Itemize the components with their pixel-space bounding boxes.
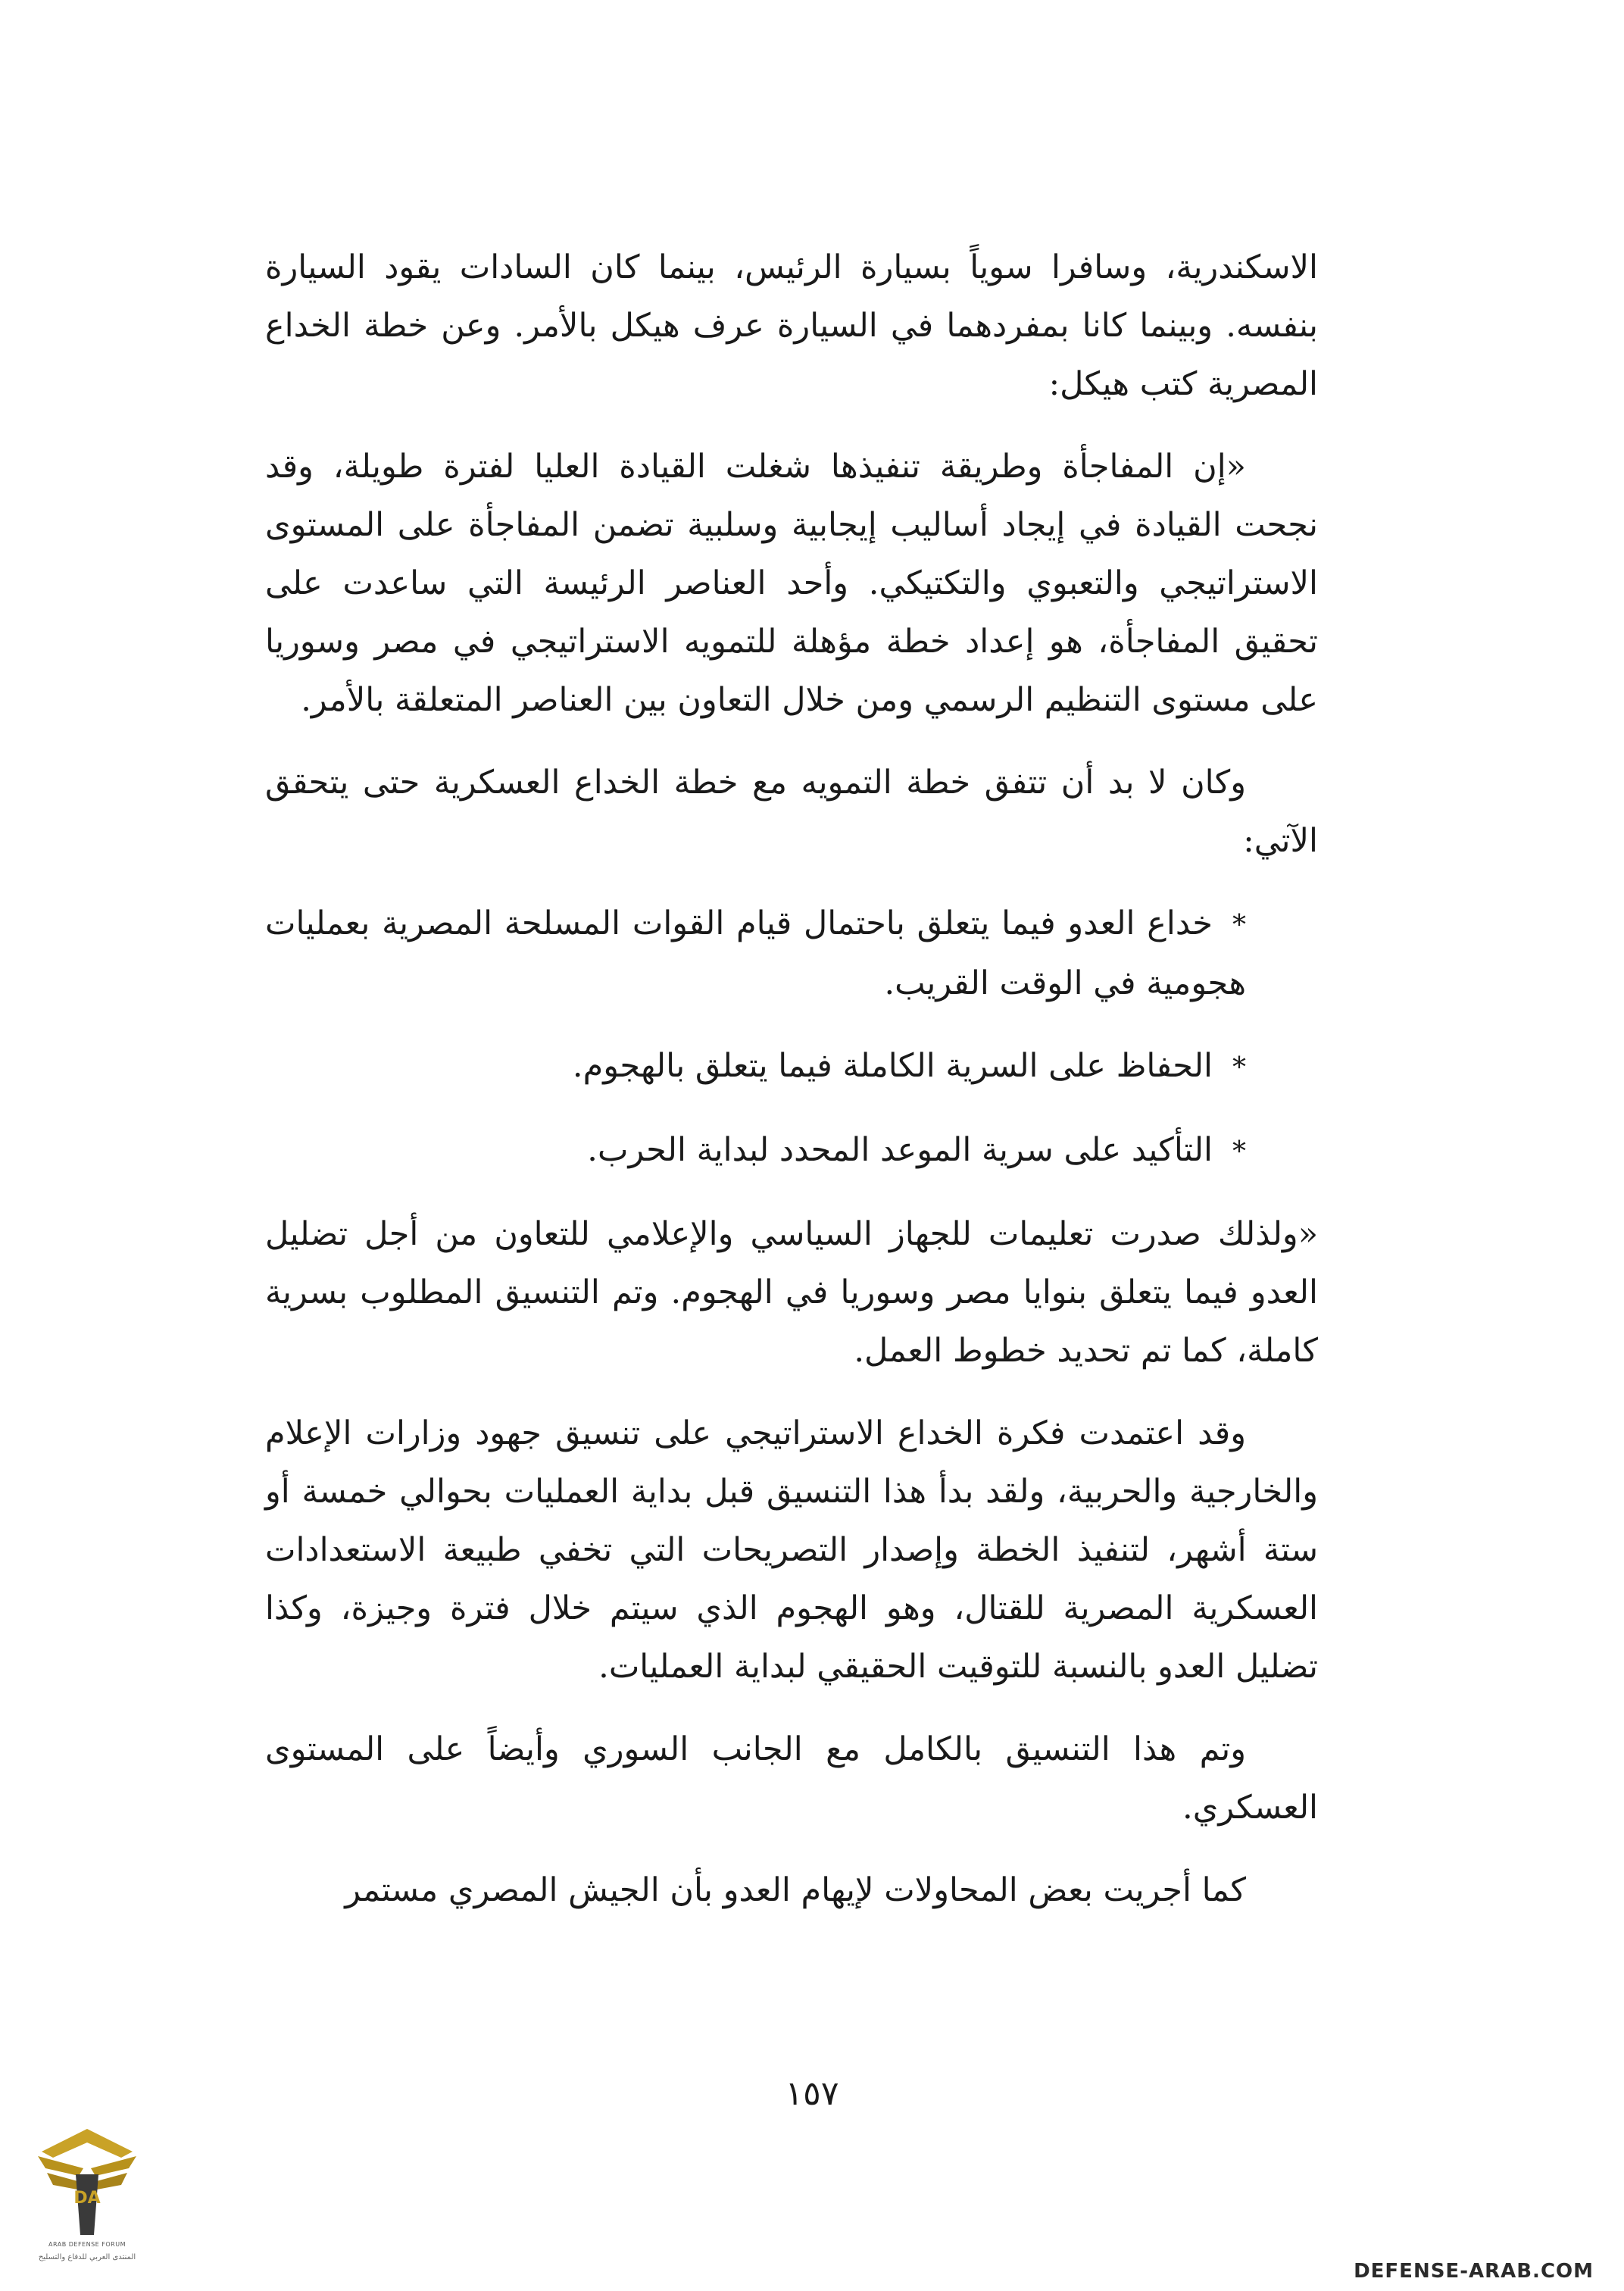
- bullet-text-3: التأكيد على سرية الموعد المحدد لبداية الحرب.: [587, 1131, 1213, 1169]
- paragraph-7: كما أجريت بعض المحاولات لإيهام العدو بأن الجيش المصري مستمر: [345, 1871, 1246, 1909]
- paragraph-4-quote: «ولذلك صدرت تعليمات للجهاز السياسي والإعلامي للتعاون من أجل تضليل العدو فيما يتعلق بنوايا مصر وسوريا في الهجوم. وتم التنسيق المطلوب بسرية كاملة، كما تم تحديد خطوط العمل.: [265, 1215, 1318, 1370]
- asterisk-icon: *: [1232, 1136, 1246, 1167]
- paragraph-5: وقد اعتمدت فكرة الخداع الاستراتيجي على تنسيق جهود وزارات الإعلام والخارجية والحربية، ولقد بدأ هذا التنسيق قبل بداية العمليات بحوالي خمسة أو ستة أشهر، لتنفيذ الخطة وإصدار التصريحات التي تخفي طبيعة الاستعدادات العسكرية المصرية للقتال، وهو الهجوم الذي سيتم خلال فترة وجيزة، وكذا تضليل العدو بالنسبة للتوقيت الحقيقي لبداية العمليات.: [265, 1414, 1318, 1686]
- bullet-item-3: [265, 1121, 1318, 1181]
- bullet-item-1: [265, 895, 1318, 1013]
- page-body: [265, 239, 1318, 1944]
- watermark-url: DEFENSE-ARAB.COM: [1354, 2260, 1594, 2283]
- forum-logo: [30, 2121, 144, 2280]
- winged-emblem-icon: [30, 2121, 144, 2241]
- logo-initials: DA: [73, 2189, 101, 2208]
- paragraph-2-quote: «إن المفاجأة وطريقة تنفيذها شغلت القيادة العليا لفترة طويلة، وقد نجحت القيادة في إيجاد أساليب إيجابية وسلبية تضمن المفاجأة على المستوى الاستراتيجي والتعبوي والتكتيكي. وأحد العناصر الرئيسة التي ساعدت على تحقيق المفاجأة، هو إعداد خطة مؤهلة للتمويه الاستراتيجي في مصر وسوريا على مستوى التنظيم الرسمي ومن خلال التعاون بين العناصر المتعلقة بالأمر.: [265, 448, 1318, 719]
- asterisk-icon: *: [1232, 1052, 1246, 1083]
- forum-name-arabic: المنتدى العربي للدفاع والتسليح: [38, 2253, 136, 2261]
- bullet-text-2: الحفاظ على السرية الكاملة فيما يتعلق بالهجوم.: [572, 1047, 1213, 1085]
- paragraph-6: وتم هذا التنسيق بالكامل مع الجانب السوري وأيضاً على المستوى العسكري.: [265, 1730, 1318, 1827]
- asterisk-icon: *: [1232, 910, 1246, 941]
- bullet-item-2: [265, 1037, 1318, 1097]
- forum-name: ARAB DEFENSE FORUM: [48, 2241, 126, 2248]
- page-number: ١٥٧: [785, 2074, 839, 2113]
- bullet-text-1: خداع العدو فيما يتعلق باحتمال قيام القوات المسلحة المصرية بعمليات هجومية في الوقت القريب.: [265, 905, 1246, 1002]
- paragraph-1: الاسكندرية، وسافرا سوياً بسيارة الرئيس، بينما كان السادات يقود السيارة بنفسه. وبينما كانا بمفردهما في السيارة عرف هيكل بالأمر. وعن خطة الخداع المصرية كتب هيكل:: [265, 248, 1318, 403]
- paragraph-3: وكان لا بد أن تتفق خطة التمويه مع خطة الخداع العسكرية حتى يتحقق الآتي:: [265, 764, 1318, 860]
